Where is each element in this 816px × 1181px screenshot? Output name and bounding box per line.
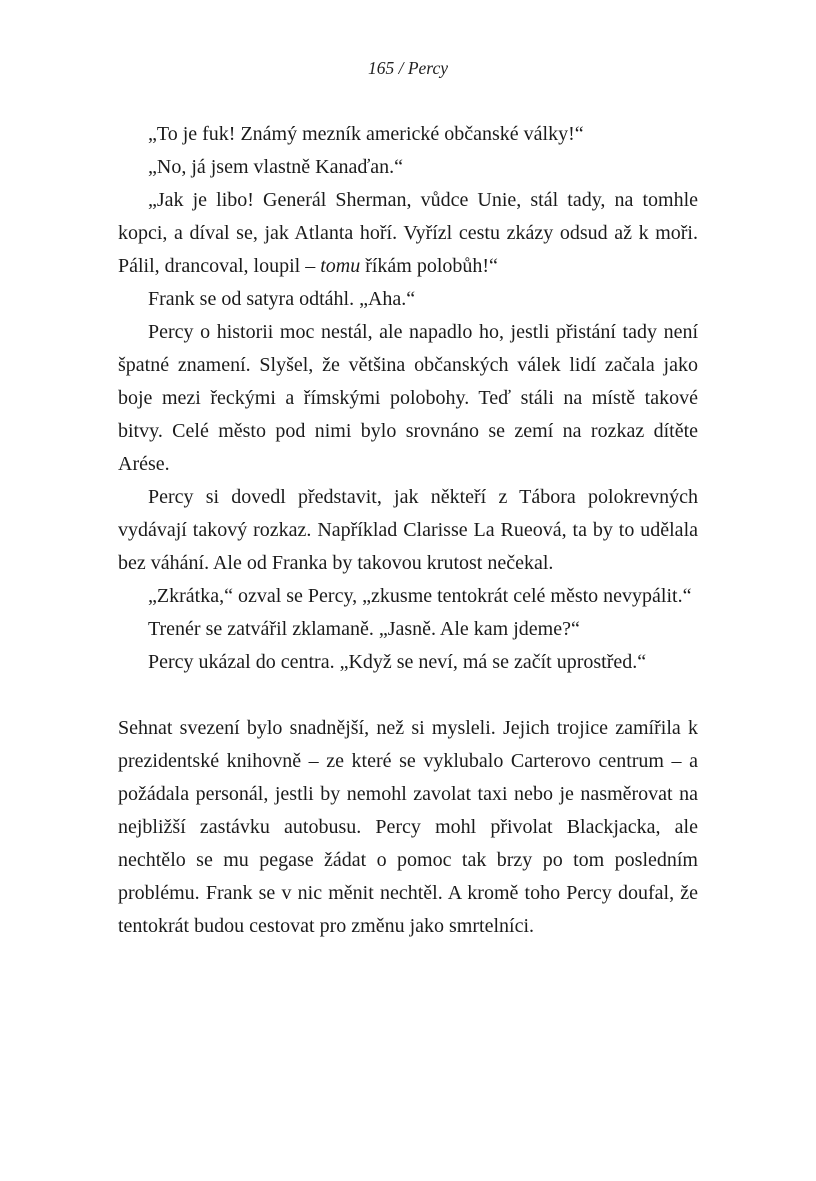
text-segment: „To je fuk! Známý mezník americké občanské války!“ xyxy=(148,123,584,145)
text-segment: „No, já jsem vlastně Kanaďan.“ xyxy=(148,156,404,178)
paragraph xyxy=(118,151,698,184)
text-segment: Frank se od satyra odtáhl. „Aha.“ xyxy=(148,288,416,310)
text-segment: říkám polobůh!“ xyxy=(360,255,498,277)
text-segment: Percy si dovedl představit, jak někteří z Tábora polokrevných vydávají takový rozkaz. Například Clarisse La Rueová, ta by to udělala bez váhání. Ale od Franka by takovou krutost nečekal. xyxy=(118,486,698,574)
paragraph xyxy=(118,613,698,646)
page-body xyxy=(118,118,698,943)
emphasized-text: tomu xyxy=(320,255,361,277)
paragraph xyxy=(118,118,698,151)
text-segment: Percy o historii moc nestál, ale napadlo ho, jestli přistání tady není špatné znamení. Slyšel, že většina občanských válek lidí začala jako boje mezi řeckými a římskými polobohy. Teď stáli na místě takové bitvy. Celé město pod nimi bylo srovnáno se zemí na rozkaz dítěte Arése. xyxy=(118,321,698,475)
text-segment: „Jak je libo! Generál Sherman, vůdce Unie, stál tady, na tomhle kopci, a díval se, jak Atlanta hoří. Vyřízl cestu zkázy odsud až k moři. Pálil, drancoval, loupil – xyxy=(118,189,698,277)
text-segment: Trenér se zatvářil zklamaně. „Jasně. Ale kam jdeme?“ xyxy=(148,618,580,640)
paragraph xyxy=(118,184,698,283)
paragraph xyxy=(118,712,698,943)
paragraph xyxy=(118,481,698,580)
paragraph xyxy=(118,283,698,316)
paragraph xyxy=(118,580,698,613)
text-segment: Sehnat svezení bylo snadnější, než si mysleli. Jejich trojice zamířila k prezidentské knihovně – ze které se vyklubalo Carterovo centrum – a požádala personál, jestli by nemohl zavolat taxi nebo je nasměrovat na nejbližší zastávku autobusu. Percy mohl přivolat Blackjacka, ale nechtělo se mu pegase žádat o pomoc tak brzy po tom posledním problému. Frank se v nic měnit nechtěl. A kromě toho Percy doufal, že tentokrát budou cestovat pro změnu jako smrtelníci. xyxy=(118,717,698,937)
paragraph xyxy=(118,316,698,481)
text-segment: Percy ukázal do centra. „Když se neví, má se začít uprostřed.“ xyxy=(148,651,647,673)
paragraph xyxy=(118,646,698,679)
page-header: 165 / Percy xyxy=(367,58,448,78)
text-segment: „Zkrátka,“ ozval se Percy, „zkusme tentokrát celé město nevypálit.“ xyxy=(148,585,692,607)
